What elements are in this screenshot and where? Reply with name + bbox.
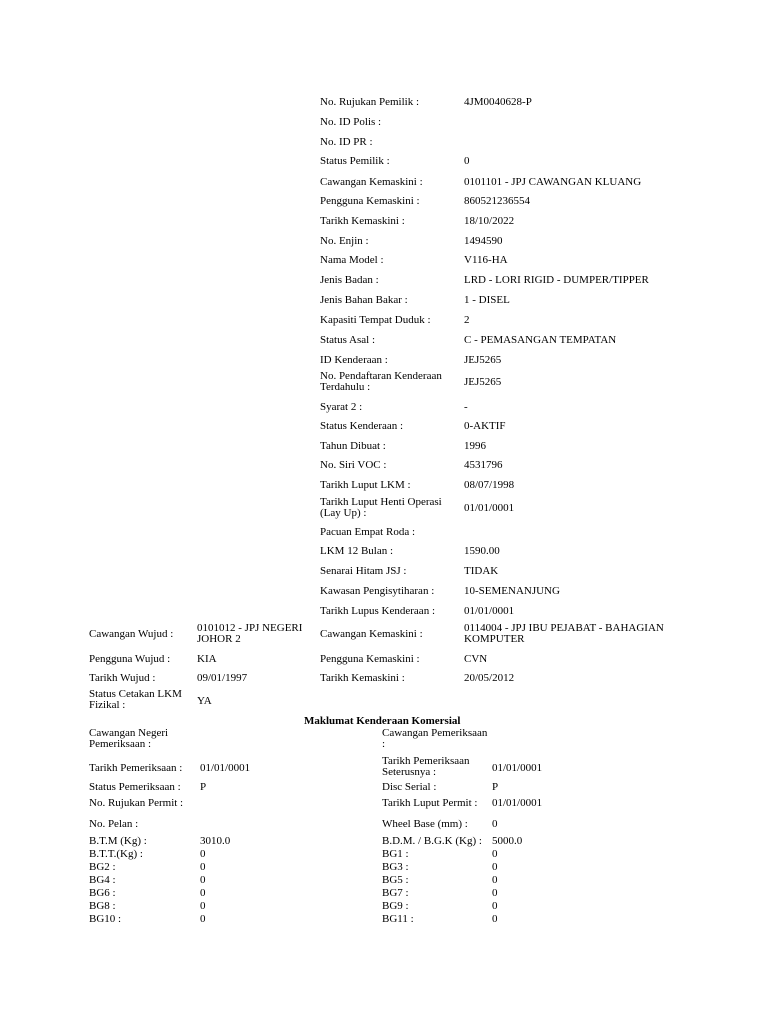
- field-value: P: [200, 781, 207, 793]
- field-label: Pengguna Kemaskini :: [320, 195, 420, 207]
- field-label: Tarikh Luput Henti Operasi (Lay Up) :: [320, 496, 442, 519]
- field-label: Disc Serial :: [382, 781, 437, 793]
- field-value: 0114004 - JPJ IBU PEJABAT - BAHAGIAN KOMPUTER: [464, 622, 664, 645]
- field-value: 01/01/0001: [464, 502, 515, 514]
- field-value: TIDAK: [464, 565, 499, 577]
- field-value: 4531796: [464, 459, 503, 471]
- field-value: 0: [492, 848, 498, 860]
- field-value: 0: [492, 887, 498, 899]
- field-label: Tarikh Kemaskini :: [320, 215, 405, 227]
- field-label: Tarikh Luput Permit :: [382, 797, 478, 809]
- field-label: Status Asal :: [320, 334, 376, 346]
- field-value: 0: [492, 900, 498, 912]
- field-label: B.T.M (Kg) :: [89, 835, 147, 847]
- field-value: 3010.0: [200, 835, 231, 847]
- field-value: 1 - DISEL: [464, 294, 510, 306]
- field-value: LRD - LORI RIGID - DUMPER/TIPPER: [464, 274, 649, 286]
- field-value: 0: [200, 900, 206, 912]
- field-label: Cawangan Kemaskini :: [320, 628, 423, 640]
- field-label: Pengguna Wujud :: [89, 653, 171, 665]
- field-value: 08/07/1998: [464, 479, 515, 491]
- field-label: No. ID Polis :: [320, 116, 382, 128]
- field-value: 0: [200, 913, 206, 925]
- field-value: 0: [492, 818, 498, 830]
- field-label: Cawangan Negeri Pemeriksaan :: [89, 727, 169, 750]
- field-value: 0: [200, 874, 206, 886]
- field-value: 860521236554: [464, 195, 530, 207]
- field-label: BG1 :: [382, 848, 409, 860]
- field-label: Tahun Dibuat :: [320, 440, 386, 452]
- field-label: BG7 :: [382, 887, 409, 899]
- field-label: BG4 :: [89, 874, 116, 886]
- field-label: No. Pendaftaran Kenderaan Terdahulu :: [320, 370, 442, 393]
- field-value: YA: [197, 695, 212, 707]
- field-value: 4JM0040628-P: [464, 96, 532, 108]
- field-value: 0: [200, 861, 206, 873]
- field-value: KIA: [197, 653, 217, 665]
- field-label: Jenis Bahan Bakar :: [320, 294, 408, 306]
- field-value: 01/01/0001: [200, 762, 251, 774]
- field-value: 0: [492, 913, 498, 925]
- field-value: V116-HA: [464, 254, 508, 266]
- field-value: JEJ5265: [464, 376, 502, 388]
- field-label: ID Kenderaan :: [320, 354, 388, 366]
- field-value: 0: [492, 874, 498, 886]
- field-label: Status Pemilik :: [320, 155, 390, 167]
- field-label: LKM 12 Bulan :: [320, 545, 394, 557]
- field-label: Nama Model :: [320, 254, 384, 266]
- field-label: No. Rujukan Pemilik :: [320, 96, 419, 108]
- field-label: Tarikh Luput LKM :: [320, 479, 411, 491]
- field-label: No. ID PR :: [320, 136, 373, 148]
- field-value: 1996: [464, 440, 486, 452]
- field-label: Tarikh Lupus Kenderaan :: [320, 605, 435, 617]
- field-label: No. Siri VOC :: [320, 459, 387, 471]
- field-value: 0: [464, 155, 470, 167]
- field-label: BG5 :: [382, 874, 409, 886]
- field-value: CVN: [464, 653, 488, 665]
- field-label: Status Cetakan LKM Fizikal :: [89, 688, 182, 711]
- field-value: 01/01/0001: [492, 797, 543, 809]
- field-value: -: [464, 401, 468, 413]
- field-label: BG3 :: [382, 861, 409, 873]
- field-label: Tarikh Pemeriksaan Seterusnya :: [382, 755, 470, 778]
- field-value: 10-SEMENANJUNG: [464, 585, 560, 597]
- field-value: 1590.00: [464, 545, 500, 557]
- field-value: 20/05/2012: [464, 672, 515, 684]
- field-label: No. Rujukan Permit :: [89, 797, 184, 809]
- field-value: 0-AKTIF: [464, 420, 506, 432]
- field-value: 0101012 - JPJ NEGERI JOHOR 2: [197, 622, 303, 645]
- field-label: Cawangan Wujud :: [89, 628, 174, 640]
- field-label: Kapasiti Tempat Duduk :: [320, 314, 431, 326]
- field-value: 1494590: [464, 235, 503, 247]
- section-heading: Maklumat Kenderaan Komersial: [304, 715, 461, 727]
- field-label: Tarikh Kemaskini :: [320, 672, 405, 684]
- field-value: 5000.0: [492, 835, 523, 847]
- field-value: 01/01/0001: [464, 605, 515, 617]
- field-value: C - PEMASANGAN TEMPATAN: [464, 334, 617, 346]
- field-label: Pacuan Empat Roda :: [320, 526, 416, 538]
- field-label: Jenis Badan :: [320, 274, 379, 286]
- field-label: Status Pemeriksaan :: [89, 781, 181, 793]
- field-label: B.D.M. / B.G.K (Kg) :: [382, 835, 482, 847]
- field-value: 2: [464, 314, 470, 326]
- field-value: JEJ5265: [464, 354, 502, 366]
- field-label: Status Kenderaan :: [320, 420, 404, 432]
- field-value: 0: [200, 848, 206, 860]
- field-value: 09/01/1997: [197, 672, 248, 684]
- field-label: Cawangan Pemeriksaan :: [382, 727, 488, 750]
- field-label: BG9 :: [382, 900, 409, 912]
- field-value: 0101101 - JPJ CAWANGAN KLUANG: [464, 176, 642, 188]
- field-label: Tarikh Wujud :: [89, 672, 156, 684]
- field-label: Tarikh Pemeriksaan :: [89, 762, 183, 774]
- field-label: No. Pelan :: [89, 818, 139, 830]
- field-label: BG2 :: [89, 861, 116, 873]
- field-label: No. Enjin :: [320, 235, 369, 247]
- field-label: BG10 :: [89, 913, 122, 925]
- field-label: Senarai Hitam JSJ :: [320, 565, 407, 577]
- field-label: Pengguna Kemaskini :: [320, 653, 420, 665]
- field-label: B.T.T.(Kg) :: [89, 848, 143, 860]
- field-label: Kawasan Pengisytiharan :: [320, 585, 435, 597]
- field-value: 0: [492, 861, 498, 873]
- field-value: P: [492, 781, 499, 793]
- field-value: 0: [200, 887, 206, 899]
- field-label: Wheel Base (mm) :: [382, 818, 468, 830]
- field-label: Syarat 2 :: [320, 401, 363, 413]
- field-label: BG8 :: [89, 900, 116, 912]
- field-label: BG6 :: [89, 887, 116, 899]
- field-value: 18/10/2022: [464, 215, 515, 227]
- field-label: Cawangan Kemaskini :: [320, 176, 423, 188]
- field-value: 01/01/0001: [492, 762, 543, 774]
- field-label: BG11 :: [382, 913, 414, 925]
